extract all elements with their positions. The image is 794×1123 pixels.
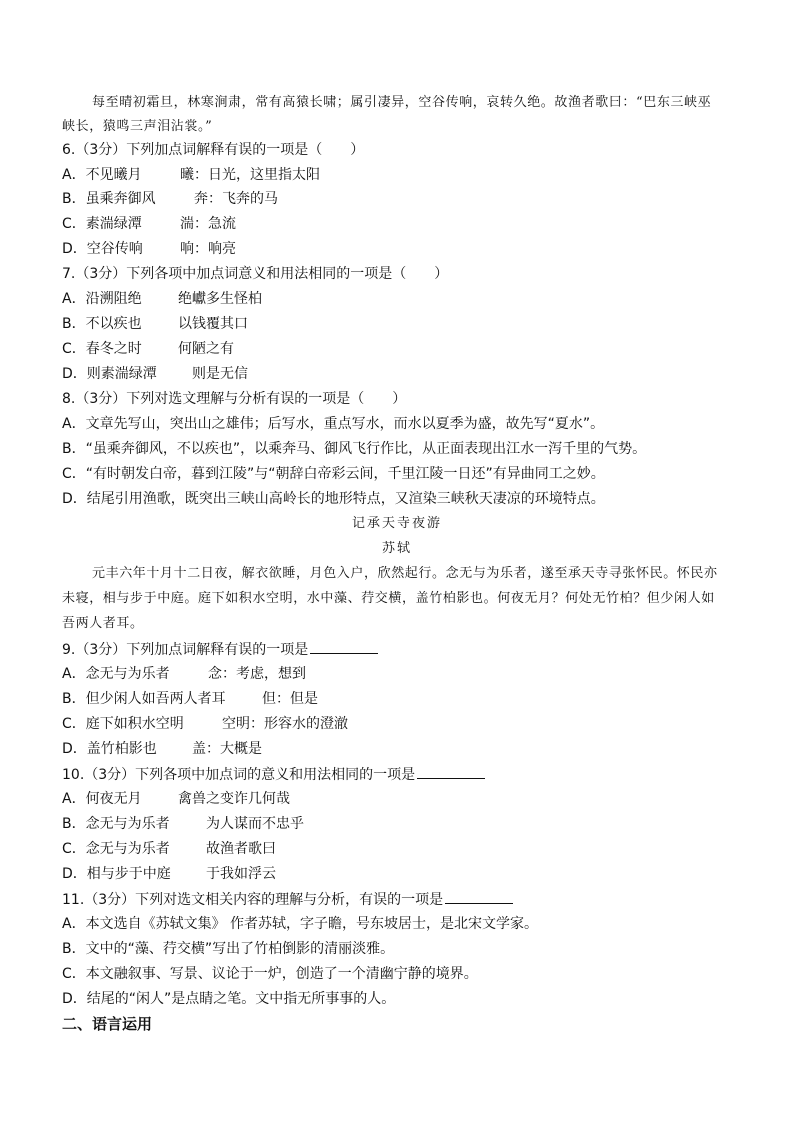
question-8-stem: 8.（3分）下列对选文理解与分析有误的一项是（ ） [62, 391, 407, 407]
passage-author: 苏轼 [381, 541, 412, 556]
question-9-option-a: A．念无与为乐者 念：考虑，想到 [62, 666, 306, 682]
question-11-option-d: D．结尾的“闲人”是点睛之笔。文中指无所事事的人。 [62, 991, 396, 1007]
question-9-option-d: D．盖竹柏影也 盖：大概是 [62, 741, 262, 757]
question-6-option-c: C．素湍绿潭 湍：急流 [62, 216, 236, 232]
question-10-stem: 10.（3分）下列各项中加点词的意义和用法相同的一项是 [62, 764, 732, 785]
passage-text: 吾两人者耳。 [62, 616, 144, 631]
question-11-option-a: A．本文选自《苏轼文集》 作者苏轼，字子瞻，号东坡居士，是北宋文学家。 [62, 916, 539, 932]
question-7-option-d: D．则素湍绿潭 则是无信 [62, 366, 248, 382]
question-7-option-b: B．不以疾也 以钱覆其口 [62, 316, 248, 332]
section-heading: 二、语言运用 [62, 1015, 153, 1033]
passage-text: 峡长，猿鸣三声泪沾裳。” [62, 119, 213, 134]
question-11-option-c: C．本文融叙事、写景、议论于一炉，创造了一个清幽宁静的境界。 [62, 966, 478, 982]
question-9-option-c: C．庭下如积水空明 空明：形容水的澄澈 [62, 716, 348, 732]
question-6-stem: 6.（3分）下列加点词解释有误的一项是（ ） [62, 142, 365, 158]
question-7-stem: 7.（3分）下列各项中加点词意义和用法相同的一项是（ ） [62, 266, 449, 282]
question-8-option-c: C．“有时朝发白帝，暮到江陵”与“朝辞白帝彩云间，千里江陵一日还”有异曲同工之妙。 [62, 466, 605, 482]
question-10-option-d: D．相与步于中庭 于我如浮云 [62, 866, 276, 882]
question-8-option-b: B．“虽乘奔御风，不以疾也”，以乘奔马、御风飞行作比，从正面表现出江水一泻千里的气势。 [62, 441, 647, 457]
passage-text: 每至晴初霜旦，林寒涧肃，常有高猿长啸；属引凄异，空谷传响，哀转久绝。故渔者歌曰：“巴东三峡巫 [92, 95, 712, 110]
question-6-option-d: D．空谷传响 响：响亮 [62, 241, 236, 257]
question-8-option-d: D．结尾引用渔歌，既突出三峡山高岭长的地形特点，又渲染三峡秋天凄凉的环境特点。 [62, 491, 605, 507]
passage-text: 元丰六年十月十二日夜，解衣欲睡，月色入户，欣然起行。念无与为乐者，遂至承天寺寻张怀民。怀民亦 [92, 566, 718, 581]
question-8-option-a: A．文章先写山，突出山之雄伟；后写水，重点写水，而水以夏季为盛，故先写“夏水”。 [62, 416, 605, 432]
question-7-option-c: C．春冬之时 何陋之有 [62, 341, 234, 357]
answer-blank[interactable] [417, 764, 485, 779]
question-11-option-b: B．文中的“藻、荇交横”写出了竹柏倒影的清丽淡雅。 [62, 941, 395, 957]
question-10-option-c: C．念无与为乐者 故渔者歌曰 [62, 841, 276, 857]
question-10-option-b: B．念无与为乐者 为人谋而不忠乎 [62, 816, 304, 832]
question-6-option-a: A．不见曦月 曦：日光，这里指太阳 [62, 167, 320, 183]
passage-title: 记承天寺夜游 [351, 516, 442, 531]
answer-blank[interactable] [310, 639, 378, 654]
question-6-option-b: B．虽乘奔御风 奔：飞奔的马 [62, 191, 278, 207]
question-7-option-a: A．沿溯阻绝 绝巘多生怪柏 [62, 291, 262, 307]
answer-blank[interactable] [445, 889, 513, 904]
question-9-stem: 9.（3分）下列加点词解释有误的一项是 [62, 639, 732, 660]
question-9-option-b: B．但少闲人如吾两人者耳 但：但是 [62, 691, 318, 707]
question-11-stem: 11.（3分）下列对选文相关内容的理解与分析，有误的一项是 [62, 889, 732, 910]
passage-text: 未寝，相与步于中庭。庭下如积水空明，水中藻、荇交横，盖竹柏影也。何夜无月？何处无竹柏？但少闲人如 [62, 591, 715, 606]
question-10-option-a: A．何夜无月 禽兽之变诈几何哉 [62, 791, 290, 807]
